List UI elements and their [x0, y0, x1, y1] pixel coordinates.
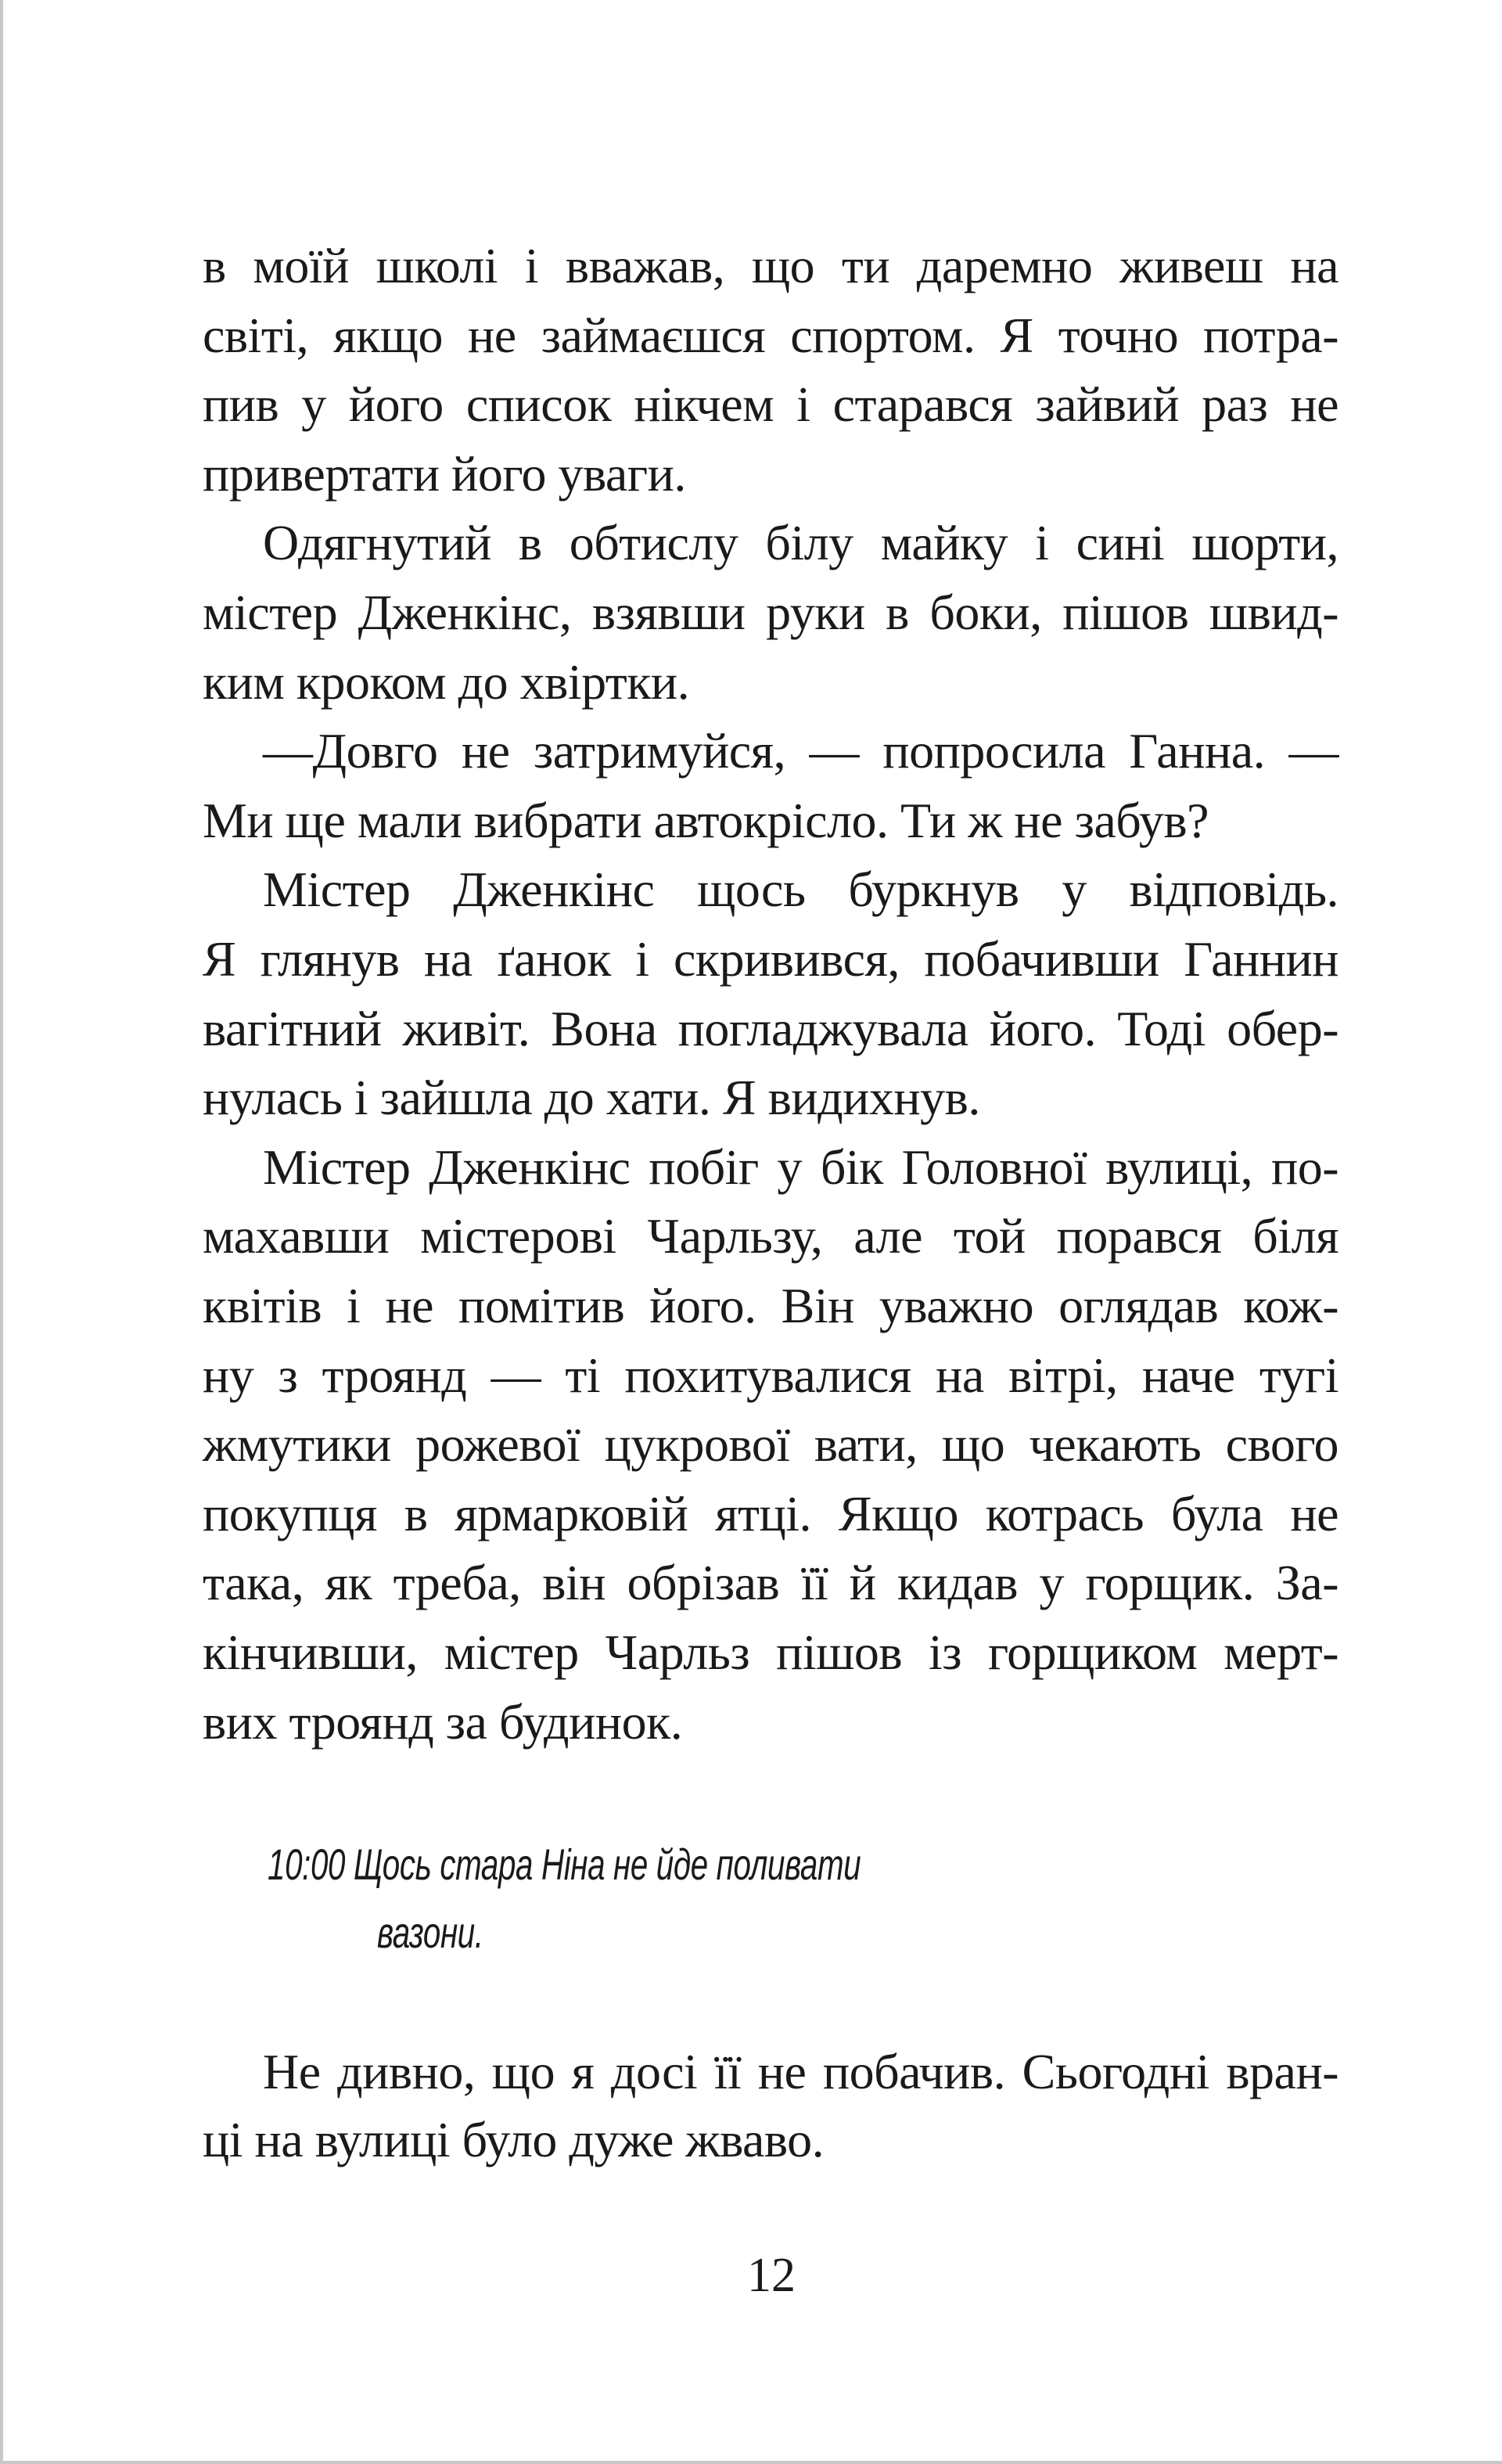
text-line: Містер Дженкінс щось буркнув у відповідь. — [263, 862, 1339, 917]
text-line: покупця в ярмарковій ятці. Якщо котрась була не — [203, 1486, 1339, 1541]
text-line: Не дивно, що я досі її не побачив. Сьогодні вран- — [263, 2044, 1339, 2099]
text-line: вагітний живіт. Вона погладжувала його. Тоді обер- — [203, 1001, 1339, 1056]
text-line: Я глянув на ґанок і скривився, побачивши Ганнин — [203, 931, 1339, 987]
text-line: світі, якщо не займаєшся спортом. Я точно потра- — [203, 308, 1339, 363]
diary-note-line-1 — [268, 1833, 861, 1896]
note-text-continued: вазони. — [377, 1908, 483, 1957]
text-line: жмутики рожевої цукрової вати, що чекають свого — [203, 1416, 1339, 1472]
text-line: квітів і не помітив його. Він уважно оглядав кож- — [203, 1278, 1339, 1333]
text-line: Містер Дженкінс побіг у бік Головної вулиці, по- — [263, 1139, 1339, 1195]
text-line: така, як треба, він обрізав її й кидав у горщик. За- — [203, 1555, 1339, 1610]
text-line: нулась і зайшла до хати. Я видихнув. — [203, 1070, 980, 1125]
text-line: ну з троянд — ті похитувалися на вітрі, наче тугі — [203, 1347, 1339, 1403]
text-line: Одягнутий в обтислу білу майку і сині шорти, — [263, 515, 1339, 570]
page-number: 12 — [747, 2249, 796, 2302]
text-line: ким кроком до хвіртки. — [203, 654, 690, 710]
text-line: вих троянд за будинок. — [203, 1694, 683, 1750]
text-line: в моїй школі і вважав, що ти даремно живеш на — [203, 238, 1339, 293]
text-line: махавши містерові Чарльзу, але той порався біля — [203, 1208, 1339, 1264]
dialogue-line: —Довго не затримуйся, — попросила Ганна. — — [263, 723, 1339, 779]
text-line: кінчивши, містер Чарльз пішов із горщиком мерт- — [203, 1624, 1339, 1680]
dialogue-line: Ми ще мали вибрати автокрісло. Ти ж не забув? — [203, 793, 1209, 848]
diary-note-line-2 — [377, 1901, 483, 1964]
text-line: ці на вулиці було дуже жваво. — [203, 2112, 825, 2167]
note-timestamp: 10:00 — [268, 1840, 346, 1889]
body-text — [203, 0, 1339, 2461]
text-line: привертати його уваги. — [203, 446, 686, 502]
text-line: пив у його список нікчем і старався зайвий раз не — [203, 376, 1339, 432]
note-text: Щось стара Ніна не йде поливати — [353, 1840, 861, 1889]
text-line: містер Дженкінс, взявши руки в боки, пішов швид- — [203, 585, 1339, 640]
